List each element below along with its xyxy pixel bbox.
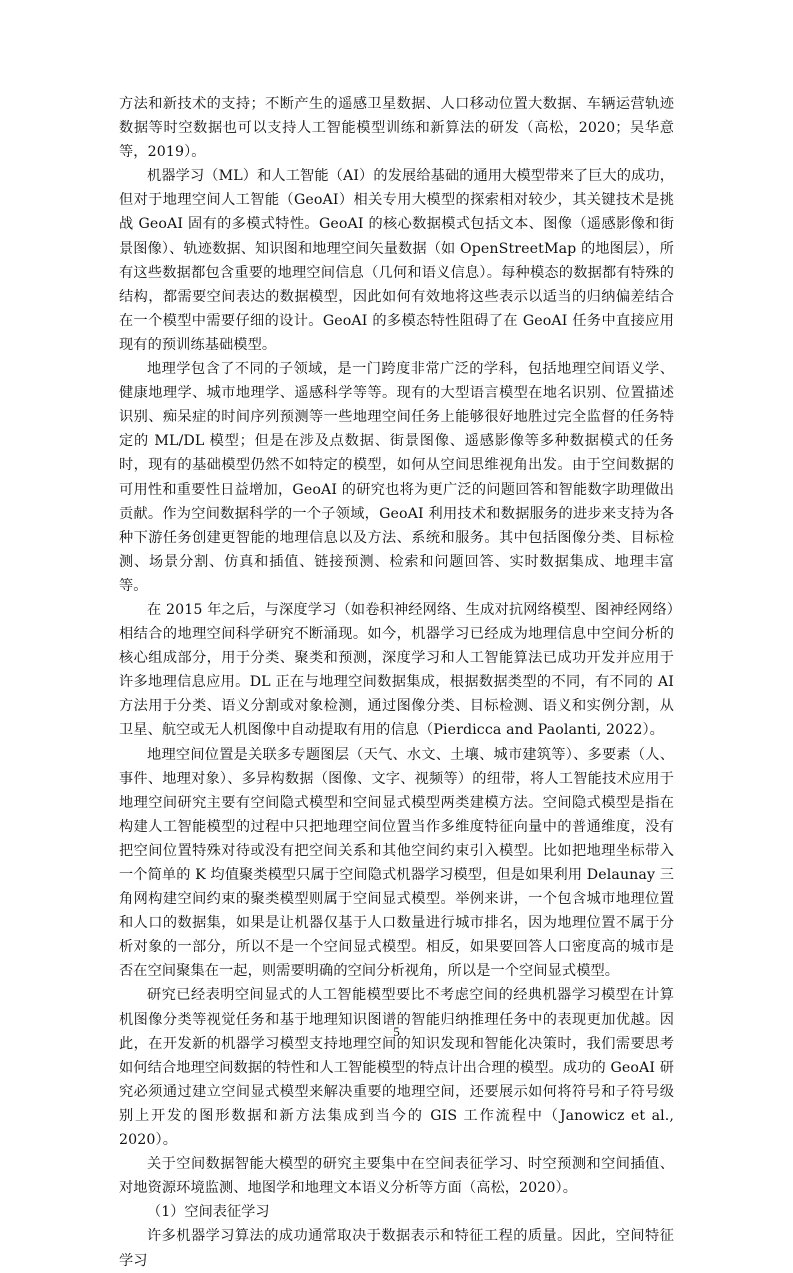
paragraph-representation-learning: 许多机器学习算法的成功通常取决于数据表示和特征工程的质量。因此，空间特征学习 [119,1228,674,1269]
paragraph-ml-ai-geoai: 机器学习（ML）和人工智能（AI）的发展给基础的通用大模型带来了巨大的成功，但对于地理空间人工智能（GeoAI）相关专用大模型的探索相对较少，其关键技术是挑战 GeoAI 固有的多模式特性。GeoAI 的核心数据模式包括文本、图像（遥感影像和街景图像）、轨迹数据、知识图和地理空间矢量数据（如 OpenStreetMap 的地图层），所有这些数据都包含重要的地理空间信息（几何和语义信息）。每种模态的数据都有特殊的结构，都需要空间表达的数据模型，因此如何有效地将这些表示以适当的归纳偏差结合在一个模型中需要仔细的设计。GeoAI 的多模态特性阻碍了在 GeoAI 任务中直接应用现有的预训练基础模型。 [119,168,674,353]
page-number: 5 [393,1024,400,1039]
paragraph-spatial-models: 地理空间位置是关联多专题图层（天气、水文、土壤、城市建筑等）、多要素（人、事件、地理对象）、多异构数据（图像、文字、视频等）的纽带，将人工智能技术应用于地理空间研究主要有空间隐式模型和空间显式模型两类建模方法。空间隐式模型是指在构建人工智能模型的过程中只把地理空间位置当作多维度特征向量中的普通维度，没有把空间位置特殊对待或没有把空间关系和其他空间约束引入模型。比如把地理坐标带入一个简单的 K 均值聚类模型只属于空间隐式机器学习模型，但是如果利用 Delaunay 三角网构建空间约束的聚类模型则属于空间显式模型。举例来讲，一个包含城市地理位置和人口的数据集，如果是让机器仅基于人口数量进行城市排名，因为地理位置不属于分析对象的一部分，所以不是一个空间显式模型。相反，如果要回答人口密度高的城市是否在空间聚集在一起，则需要明确的空间分析视角，所以是一个空间显式模型。 [119,746,674,980]
section-heading: （1）空间表征学习 [147,1204,270,1221]
paragraph-continued: 方法和新技术的支持；不断产生的遥感卫星数据、人口移动位置大数据、车辆运营轨迹数据等时空数据也可以支持人工智能模型训练和新算法的研发（高松，2020；吴华意等，2019）。 [119,96,674,161]
paragraph-research-areas: 关于空间数据智能大模型的研究主要集中在空间表征学习、时空预测和空间插值、对地资源环境监测、地图学和地理文本语义分析等方面（高松，2020）。 [119,1156,674,1197]
paragraph-after-2015: 在 2015 年之后，与深度学习（如卷积神经网络、生成对抗网络模型、图神经网络）相结合的地理空间科学研究不断涌现。如今，机器学习已经成为地理信息中空间分析的核心组成部分，用于分类、聚类和预测，深度学习和人工智能算法已成功开发并应用于许多地理信息应用。DL 正在与地理空间数据集成，根据数据类型的不同，有不同的 AI 方法用于分类、语义分割或对象检测，通过图像分类、目标检测、语义和实例分割，从卫星、航空或无人机图像中自动提取有用的信息（Pierdicca and Paolanti, 2022）。 [119,601,674,739]
paragraph-geography-subfields: 地理学包含了不同的子领域，是一门跨度非常广泛的学科，包括地理空间语义学、健康地理学、城市地理学、遥感科学等等。现有的大型语言模型在地名识别、位置描述识别、痴呆症的时间序列预测等一些地理空间任务上能够很好地胜过完全监督的任务特定的 ML/DL 模型；但是在涉及点数据、街景图像、遥感影像等多种数据模式的任务时，现有的基础模型仍然不如特定的模型，如何从空间思维视角出发。由于空间数据的可用性和重要性日益增加，GeoAI 的研究也将为更广泛的问题回答和智能数字助理做出贡献。作为空间数据科学的一个子领域，GeoAI 利用技术和数据服务的进步来支持为各种下游任务创建更智能的地理信息以及方法、系统和服务。其中包括图像分类、目标检测、场景分割、仿真和插值、链接预测、检索和问题回答、实时数据集成、地理丰富等。 [119,361,674,594]
paragraph-spatially-explicit: 研究已经表明空间显式的人工智能模型要比不考虑空间的经典机器学习模型在计算机图像分类等视觉任务和基于地理知识图谱的智能归纳推理任务中的表现更加优越。因此，在开发新的机器学习模型支持地理空间的知识发现和智能化决策时，我们需要思考如何结合地理空间数据的特性和人工智能模型的特点计出合理的模型。成功的 GeoAI 研究必须通过建立空间显式模型来解决重要的地理空间，还要展示如何将符号和子符号级别上开发的图形数据和新方法集成到当今的 GIS 工作流程中（Janowicz et al., 2020）。 [119,987,674,1149]
body-text [119,92,674,1273]
